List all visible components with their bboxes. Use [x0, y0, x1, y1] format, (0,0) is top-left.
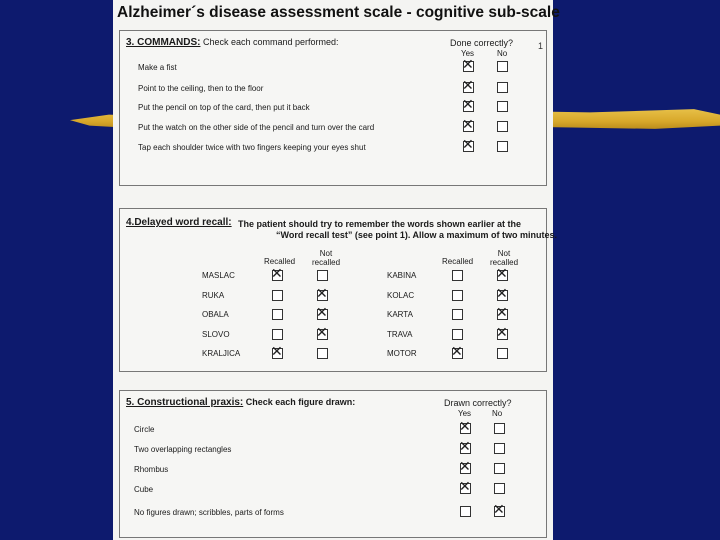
praxis-yes-checkbox[interactable]: [460, 463, 471, 474]
document-title: Alzheimer´s disease assessment scale - cognitive sub-scale: [117, 4, 560, 21]
scanned-form: [113, 0, 560, 540]
praxis-no-checkbox[interactable]: [494, 443, 505, 454]
recalled-checkbox[interactable]: [272, 329, 283, 340]
recalled-checkbox[interactable]: [452, 329, 463, 340]
recalled-checkbox[interactable]: [452, 348, 463, 359]
praxis-section: [119, 390, 547, 538]
recalled-label: recalled: [490, 258, 519, 267]
recall-word: SLOVO: [202, 330, 230, 339]
recall-col-not-recalled-right: [490, 249, 518, 267]
praxis-yes-checkbox[interactable]: [460, 506, 471, 517]
not-recalled-checkbox[interactable]: [497, 270, 508, 281]
recalled-checkbox[interactable]: [272, 309, 283, 320]
recall-col-not-recalled-left: [312, 249, 340, 267]
recall-word: KRALJICA: [202, 349, 241, 358]
command-no-checkbox[interactable]: [497, 121, 508, 132]
praxis-yes-checkbox[interactable]: [460, 443, 471, 454]
recall-col-recalled-right: Recalled: [442, 257, 474, 266]
not-recalled-checkbox[interactable]: [497, 329, 508, 340]
recalled-checkbox[interactable]: [272, 290, 283, 301]
recall-header: [126, 217, 232, 228]
praxis-item: Rhombus: [134, 465, 169, 474]
command-no-checkbox[interactable]: [497, 82, 508, 93]
praxis-col-no: No: [492, 409, 503, 418]
command-yes-checkbox[interactable]: [463, 82, 474, 93]
commands-instruction: Check each command performed:: [202, 37, 339, 47]
praxis-item: No figures drawn; scribbles, parts of forms: [134, 508, 284, 517]
command-no-checkbox[interactable]: [497, 101, 508, 112]
recall-word: RUKA: [202, 291, 225, 300]
recalled-checkbox[interactable]: [452, 290, 463, 301]
commands-column-title: Done correctly?: [450, 38, 514, 48]
praxis-item: Circle: [134, 425, 155, 434]
recall-word: KARTA: [387, 310, 413, 319]
not-recalled-checkbox[interactable]: [497, 348, 508, 359]
not-recalled-checkbox[interactable]: [317, 348, 328, 359]
side-mark: 1: [538, 41, 544, 51]
recall-word: MASLAC: [202, 271, 235, 280]
recall-word: KOLAC: [387, 291, 415, 300]
not-recalled-checkbox[interactable]: [497, 309, 508, 320]
praxis-instruction: Check each figure drawn:: [245, 397, 356, 407]
praxis-no-checkbox[interactable]: [494, 423, 505, 434]
praxis-no-checkbox[interactable]: [494, 463, 505, 474]
command-yes-checkbox[interactable]: [463, 61, 474, 72]
not-label: Not: [497, 249, 511, 258]
praxis-column-title: Drawn correctly?: [444, 398, 512, 408]
not-recalled-checkbox[interactable]: [317, 290, 328, 301]
command-item: Tap each shoulder twice with two fingers keeping your eyes shut: [138, 143, 366, 152]
recalled-checkbox[interactable]: [452, 309, 463, 320]
command-item: Point to the ceiling, then to the floor: [138, 84, 264, 93]
command-item: Put the pencil on top of the card, then put it back: [138, 103, 310, 112]
praxis-yes-checkbox[interactable]: [460, 423, 471, 434]
command-yes-checkbox[interactable]: [463, 141, 474, 152]
praxis-no-checkbox[interactable]: [494, 506, 505, 517]
praxis-item: Cube: [134, 485, 154, 494]
recalled-checkbox[interactable]: [452, 270, 463, 281]
praxis-item: Two overlapping rectangles: [134, 445, 232, 454]
recall-word: OBALA: [202, 310, 229, 319]
recall-section: [119, 208, 558, 372]
recall-heading: 4.Delayed word recall:: [126, 217, 232, 228]
praxis-header: [126, 397, 355, 408]
command-item: Put the watch on the other side of the pencil and turn over the card: [138, 123, 375, 132]
not-recalled-checkbox[interactable]: [317, 329, 328, 340]
command-yes-checkbox[interactable]: [463, 101, 474, 112]
praxis-yes-checkbox[interactable]: [460, 483, 471, 494]
not-recalled-checkbox[interactable]: [317, 309, 328, 320]
recall-instruction-line1: The patient should try to remember the words shown earlier at the: [238, 219, 522, 229]
command-item: Make a fist: [138, 63, 177, 72]
command-no-checkbox[interactable]: [497, 61, 508, 72]
recalled-checkbox[interactable]: [272, 348, 283, 359]
commands-header: [126, 37, 339, 48]
recall-word: MOTOR: [387, 349, 417, 358]
praxis-col-yes: Yes: [458, 409, 472, 418]
recall-word: KABINA: [387, 271, 417, 280]
recalled-checkbox[interactable]: [272, 270, 283, 281]
not-recalled-checkbox[interactable]: [497, 290, 508, 301]
not-label: Not: [319, 249, 333, 258]
recall-word: TRAVA: [387, 330, 413, 339]
command-yes-checkbox[interactable]: [463, 121, 474, 132]
recalled-label: recalled: [312, 258, 341, 267]
commands-section: [119, 30, 547, 186]
commands-col-yes: Yes: [461, 49, 475, 58]
praxis-no-checkbox[interactable]: [494, 483, 505, 494]
praxis-heading: 5. Constructional praxis:: [126, 397, 244, 408]
commands-heading: 3. COMMANDS:: [126, 37, 201, 48]
not-recalled-checkbox[interactable]: [317, 270, 328, 281]
recall-col-recalled-left: Recalled: [264, 257, 296, 266]
recall-instruction-line2: “Word recall test” (see point 1). Allow a maximum of two minutes.: [276, 230, 558, 240]
command-no-checkbox[interactable]: [497, 141, 508, 152]
commands-col-no: No: [497, 49, 508, 58]
